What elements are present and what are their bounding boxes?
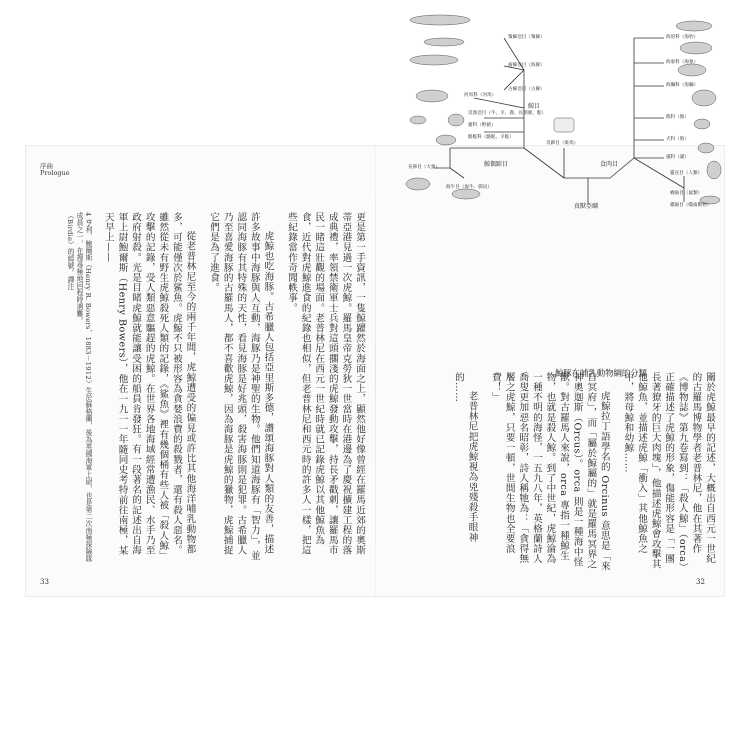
dolphin-icon bbox=[424, 38, 464, 46]
book-spread bbox=[26, 146, 724, 596]
left-paragraph-3: 從老普林尼至今的兩千年間，虎鯨遭受的偏見或許比其他海洋哺乳動物都多，可能僅次於鯊魚。虎鯨不只被形容為貪婪浪費的殺戮者，還有殺人惡名。雖然從未有野生虎鯨殺死人類的記錄，《鯊魚》裡有幾個桶有些人被「殺人鯨」攻擊的記錄，受人類惡意驅趕的虎鯨。在世界各地海域經常遭漁民、水手乃至政府射殺。光是目睹虎鯨就能讓受困的船員肯發狂。有一段著名的記述出自海軍上尉鮑爾斯（Henry Bowers），他在一九一一年隨同史考特前往南極，某天早上—— bbox=[102, 212, 196, 561]
carnivore-label-3: 海獅科（海獅） bbox=[666, 83, 699, 88]
footnote-line-2: （Birdie）的綽號。譯注 bbox=[66, 212, 74, 291]
left-paragraph-1: 更是第一手資訊，一隻鯨躍然於海面之上，顯然他好像曾經在羅馬近郊的奧斯蒂亞港見過一次虎鯨。羅馬皇帝克勞狄一世當時在港邊為了慶祝擴建工程的落成典禮，率領禁衛軍士兵對這頭擱淺的虎鯨發動攻擊，持長矛戳刺，讓羅馬市民一睹這壯觀的場面。老普林尼在西元一世紀時就已記錄虎鯨以其他鯨魚為食，近代對虎鯨進食的紀錄也相似，但老普林尼和西元時的許多人一樣，把這些紀錄當作奇聞軼事。 bbox=[286, 212, 365, 556]
carnivore-branches bbox=[634, 38, 664, 158]
right-page-number: 32 bbox=[696, 578, 705, 586]
left-paragraph-2: 虎鯨也吃海豚。古希臘人包括亞里斯多德，讚頌海豚對人類的友善，描述許多故事中海豚與人互動，海豚乃是神聖的生物。他們知道海豚有「智力」，並認同海豚有其特殊的天性，看見海豚是好兆頭，殺害海豚則是犯罪。古希臘人乃至喜愛海豚的古羅馬人，都不喜歡虎鯨，因為海豚是虎鯨的獵物，虎鯨捕捉它們是為了進食。 bbox=[208, 212, 274, 561]
whale-group-label-3: 古鯨亞目（古鯨） bbox=[508, 87, 545, 92]
ungulate-label-2: 反芻亞目（牛、羊、鹿、長頸鹿、駝） bbox=[468, 111, 547, 116]
ungulate-label-1: 河馬科（河馬） bbox=[464, 93, 497, 98]
carnivore-label-1: 海豹科（海豹） bbox=[666, 35, 699, 40]
ungulate-label-3: 豬科（野豬） bbox=[468, 123, 496, 128]
sea-cow-label-1: 長鼻目（大象） bbox=[408, 165, 441, 170]
cetacean-phylogeny-diagram bbox=[404, 8, 726, 212]
zebra-icon bbox=[554, 118, 574, 132]
left-page-number: 33 bbox=[40, 578, 49, 586]
carnivore-label-5: 犬科（狗） bbox=[666, 137, 689, 142]
carnivore-label-9: 囓齒目（囓齒動物） bbox=[670, 203, 712, 208]
seal-icon bbox=[676, 21, 712, 31]
sea-cow-label-2: 海牛目（海牛、儒艮） bbox=[446, 185, 492, 190]
right-paragraph-1: 關於虎鯨最早的記述，大概出自西元一世紀的古羅馬博物學者老普林尼，他在其著作《博物誌》第九卷寫到：「殺人鯨」（orca）正確描述了虎鯨的形象，傷能形容是「一團長著獠牙的巨大肉塊」，他描述虎鯨會攻擊其他鯨魚，並描述虎鯨「衝入」其他鯨魚之中，將母鯨和幼鯨…… bbox=[622, 372, 715, 570]
dog-icon bbox=[694, 119, 710, 129]
cat-icon bbox=[698, 143, 714, 153]
footnote-text-1: 亨利．鮑爾斯（Henry R. Bowers，1883－1912）生於蘇格蘭，後為英國海軍上尉，也是第二次南極探險隊成員之一，在搜尋極地回程時遇難。 bbox=[75, 212, 92, 562]
elephant-icon bbox=[406, 178, 430, 190]
running-head bbox=[40, 163, 70, 177]
left-branch bbox=[524, 148, 564, 178]
carnivore-label-2: 海象科（海象） bbox=[666, 60, 699, 65]
whale-group-label-2: 齒鯨亞目（海豚） bbox=[508, 63, 545, 68]
carnivora-order-label: 食肉目 bbox=[600, 161, 619, 168]
even-toed-order-label: 鯨偶蹄目 bbox=[484, 161, 509, 168]
root-label: 真獸亞綱 bbox=[574, 203, 599, 210]
sea-cow-branches bbox=[434, 148, 464, 178]
hippo-icon bbox=[416, 90, 448, 102]
baleen-whale-icon bbox=[410, 15, 470, 25]
carnivore-label-6: 貓科（貓） bbox=[666, 155, 689, 160]
figure-caption: 鯨豚在哺乳動物綱的分類 bbox=[554, 368, 648, 378]
carnivore-label-8: 嚙齒目（鼠類） bbox=[670, 191, 703, 196]
cetacea-label: 鯨目 bbox=[528, 103, 541, 110]
camel-icon bbox=[436, 135, 456, 145]
boar-icon bbox=[448, 114, 464, 126]
carnivore-label-7: 靈長目（人類） bbox=[670, 171, 703, 176]
deer-icon bbox=[410, 116, 426, 124]
sea-lion-icon bbox=[678, 64, 706, 76]
zebra-label: 奇蹄目（斑馬） bbox=[546, 141, 579, 146]
left-page-body bbox=[102, 212, 366, 562]
bear-icon bbox=[692, 90, 716, 106]
gutter bbox=[375, 146, 376, 596]
whale-group-label-1: 鬚鯨亞目（鬚鯨） bbox=[508, 35, 545, 40]
running-head-subtitle: Prologue bbox=[40, 169, 70, 178]
ancient-whale-icon bbox=[410, 55, 458, 65]
footnote-number: 4 bbox=[84, 212, 92, 217]
footnote-line-1 bbox=[74, 212, 92, 562]
right-paragraph-2: 虎鯨拉丁語學名的 Orcinus 意思是「來自冥府」，而「屬於鯨屬的」就是羅馬冥界之神奧迦斯（Orcus）。orca 則是一種海中怪獸。對古羅馬人來說，orca 專指一種鯨生物，也就是殺人鯨。到了中世紀，虎鯨淪為一種不明的海怪，一五九八年，英格蘭詩人喬叟更加惡名昭彰，詩人稱牠為：「貪得無饜之虎鯨，只要一頓，世間生物也全要浪費！」 bbox=[490, 372, 610, 572]
carnivore-label-4: 熊科（熊） bbox=[666, 115, 689, 120]
right-paragraph-3: 老普林尼把虎鯨視為兇殘殺手眼神的…… bbox=[452, 372, 478, 543]
ungulate-label-4: 駱駝科（駱駝、羊駝） bbox=[468, 135, 514, 140]
walrus-icon bbox=[680, 42, 712, 54]
primate-icon bbox=[707, 161, 721, 179]
running-head-title: 序曲 bbox=[40, 162, 53, 170]
right-page-body bbox=[428, 372, 716, 572]
manatee-icon bbox=[452, 189, 480, 199]
footnote bbox=[56, 212, 92, 562]
